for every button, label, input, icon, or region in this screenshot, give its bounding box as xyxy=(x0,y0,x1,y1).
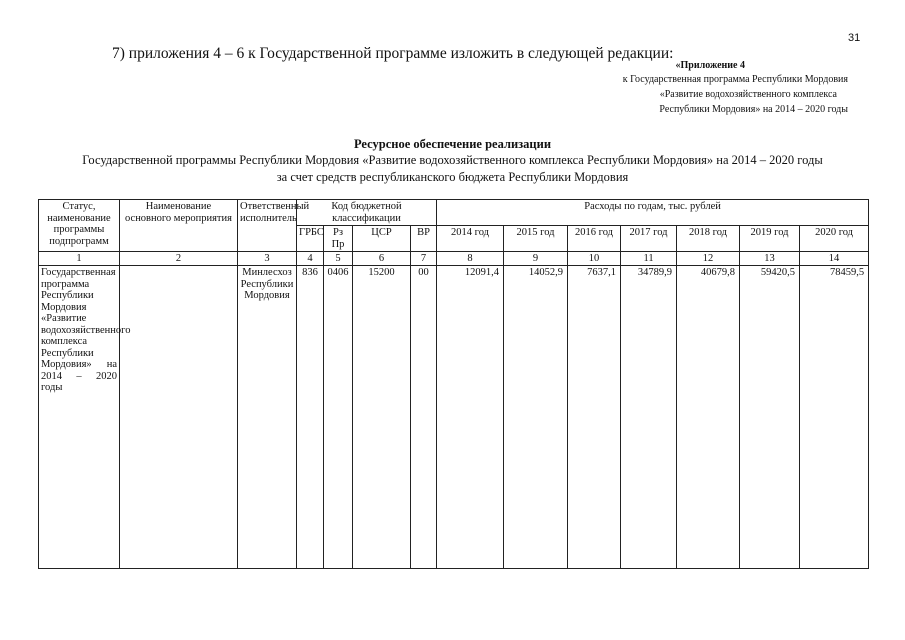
row-vr: 00 xyxy=(411,266,437,569)
header-year: 2015 год xyxy=(504,226,568,252)
row-value-2018: 40679,8 xyxy=(677,266,740,569)
document-subtitle: за счет средств республиканского бюджета Республики Мордовия xyxy=(276,170,629,184)
table-row xyxy=(39,266,869,569)
appendix-title: «Приложение 4 xyxy=(675,60,745,71)
appendix-line: «Развитие водохозяйственного комплекса xyxy=(659,89,837,100)
header-year: 2017 год xyxy=(621,226,677,252)
column-number: 7 xyxy=(411,252,437,266)
row-value-2017: 34789,9 xyxy=(621,266,677,569)
header-grbs: ГРБС xyxy=(297,226,324,252)
row-status: Государственная программа Республики Мордовия «Развитие водохозяйственного комплекса Республики Мордовия» на 2014 – 2020 годы xyxy=(39,266,120,569)
column-number: 3 xyxy=(238,252,297,266)
row-measure xyxy=(120,266,238,569)
header-year: 2018 год xyxy=(677,226,740,252)
column-number: 12 xyxy=(677,252,740,266)
column-numbers-row xyxy=(39,252,869,266)
row-csr: 15200 xyxy=(353,266,411,569)
row-rzpr: 0406 xyxy=(324,266,353,569)
intro-text: 7) приложения 4 – 6 к Государственной программе изложить в следующей редакции: xyxy=(112,45,674,62)
header-status: Статус, наименование программы подпрограмм xyxy=(39,200,120,252)
header-row xyxy=(39,200,869,226)
column-number: 5 xyxy=(324,252,353,266)
header-csr: ЦСР xyxy=(353,226,411,252)
page-number: 31 xyxy=(848,32,861,44)
column-number: 6 xyxy=(353,252,411,266)
header-budget-code: Код бюджетной классификации xyxy=(297,200,437,226)
header-year: 2020 год xyxy=(800,226,869,252)
row-value-2014: 12091,4 xyxy=(437,266,504,569)
column-number: 2 xyxy=(120,252,238,266)
document-subtitle: Государственной программы Республики Мордовия «Развитие водохозяйственного комплекса Республики Мордовия» на 2014 – 2020 годы xyxy=(82,153,823,167)
column-number: 14 xyxy=(800,252,869,266)
row-value-2020: 78459,5 xyxy=(800,266,869,569)
header-rzpr: Рз Пр xyxy=(324,226,353,252)
row-value-2015: 14052,9 xyxy=(504,266,568,569)
appendix-line: к Государственная программа Республики Мордовия xyxy=(622,74,848,85)
header-executor: Ответственный исполнитель xyxy=(238,200,297,252)
funding-table xyxy=(38,199,869,569)
appendix-line: Республики Мордовия» на 2014 – 2020 годы xyxy=(659,104,848,115)
header-year: 2016 год xyxy=(568,226,621,252)
column-number: 8 xyxy=(437,252,504,266)
row-executor: Минлесхоз Республики Мордовия xyxy=(238,266,297,569)
header-measure: Наименование основного мероприятия xyxy=(120,200,238,252)
column-number: 13 xyxy=(740,252,800,266)
column-number: 11 xyxy=(621,252,677,266)
header-year: 2019 год xyxy=(740,226,800,252)
row-value-2016: 7637,1 xyxy=(568,266,621,569)
header-expenses: Расходы по годам, тыс. рублей xyxy=(437,200,869,226)
column-number: 1 xyxy=(39,252,120,266)
header-vr: ВР xyxy=(411,226,437,252)
column-number: 10 xyxy=(568,252,621,266)
document-title: Ресурсное обеспечение реализации xyxy=(353,137,552,151)
column-number: 9 xyxy=(504,252,568,266)
row-value-2019: 59420,5 xyxy=(740,266,800,569)
column-number: 4 xyxy=(297,252,324,266)
header-year: 2014 год xyxy=(437,226,504,252)
row-grbs: 836 xyxy=(297,266,324,569)
